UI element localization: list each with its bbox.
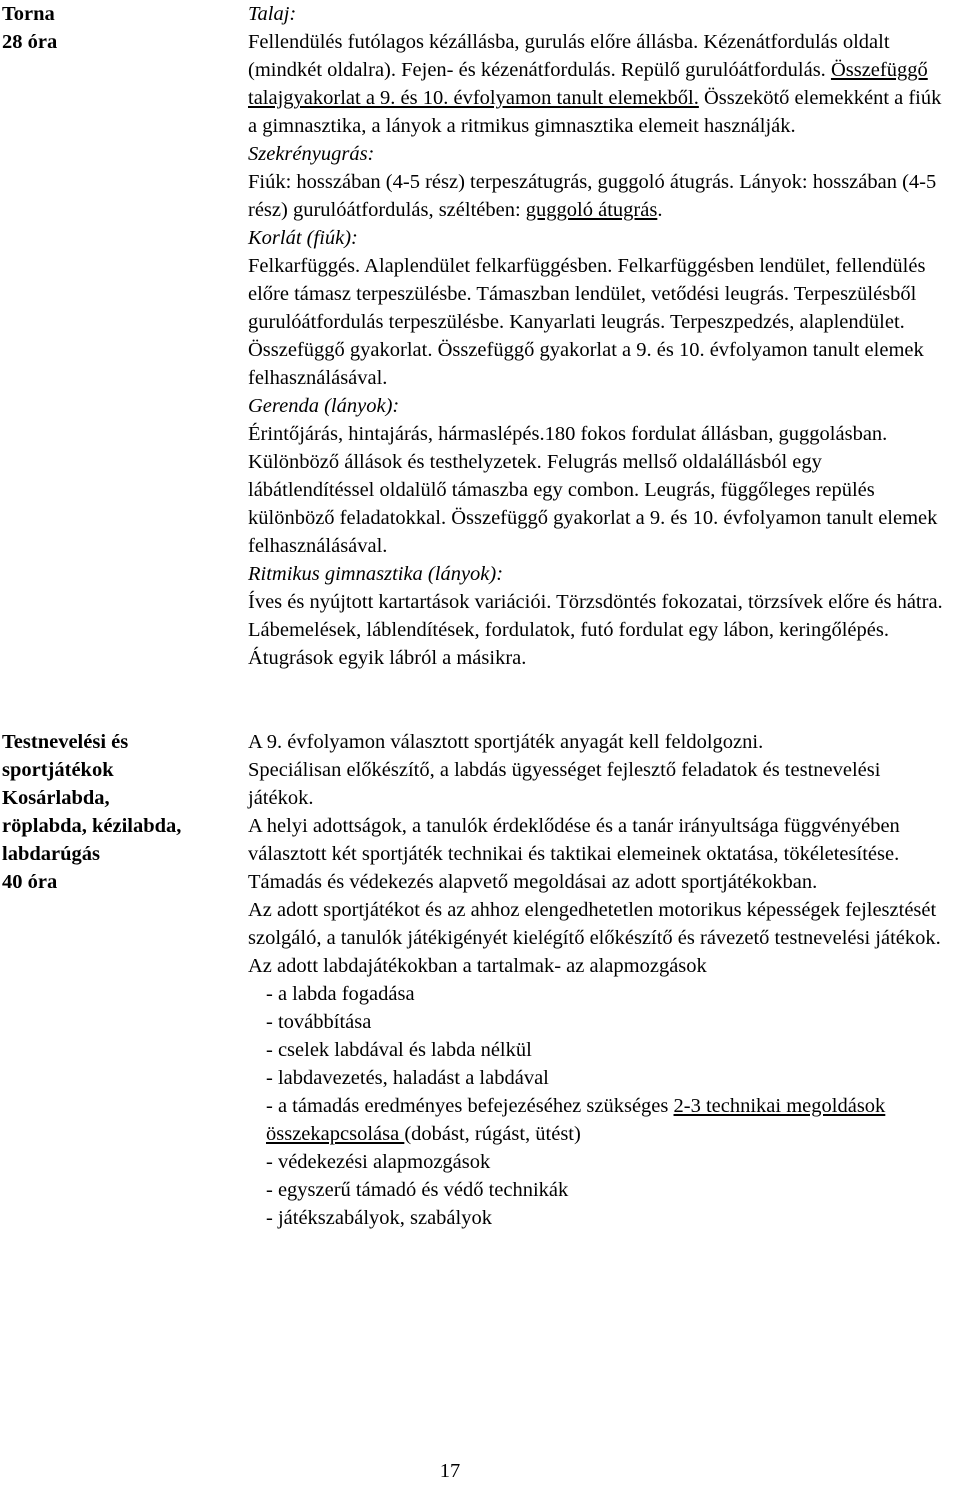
topic-block bbox=[248, 392, 948, 560]
page-number: 17 bbox=[439, 1460, 461, 1482]
topic-text bbox=[248, 252, 948, 392]
label-line: labdarúgás bbox=[2, 843, 100, 865]
text-segment: Fellendülés futólagos kézállásba, gurulás előre állásba. Kézenátfordulás oldalt (mindkét oldalra). Fejen- és kézenátfordulás. Repülő gurulóátfordulás. bbox=[248, 31, 890, 81]
text-segment: - cselek labdával és labda nélkül bbox=[266, 1039, 532, 1061]
topic-text bbox=[248, 168, 948, 224]
label-line: 28 óra bbox=[2, 31, 58, 53]
underlined-text: Összefüggő talajgyakorlat a 9. és 10. évfolyamon tanult elemekből. bbox=[248, 59, 928, 109]
list-item bbox=[266, 1204, 948, 1232]
section-content bbox=[248, 0, 948, 672]
topic-heading: Gerenda (lányok): bbox=[248, 395, 400, 417]
topic-block bbox=[248, 560, 948, 672]
label-line: Torna bbox=[2, 3, 55, 25]
underlined-text: guggoló átugrás bbox=[525, 199, 658, 221]
list-item bbox=[266, 980, 948, 1008]
paragraph: Az adott sportjátékot és az ahhoz elengedhetetlen motorikus képességek fejlesztését szolgáló, a tanulók játékigényét kielégítő előkészítő és rávezető testnevelési játékok. bbox=[248, 899, 941, 949]
text-segment: - továbbítása bbox=[266, 1011, 372, 1033]
paragraph: Az adott labdajátékokban a tartalmak- az alapmozgások bbox=[248, 955, 707, 977]
paragraph: A helyi adottságok, a tanulók érdeklődése és a tanár irányultsága függvényében választott két sportjáték technikai és taktikai elemeinek oktatása, tökéletesítése. bbox=[248, 815, 900, 865]
text-segment: Íves és nyújtott kartartások variációi. Törzsdöntés fokozatai, törzsívek előre és hátra. Lábemelések, láblendítések, fordulatok, futó fordulat egy lábon, keringőlépés. Átugrások egyik lábról a másikra. bbox=[248, 591, 943, 669]
topic-heading: Ritmikus gimnasztika (lányok): bbox=[248, 563, 504, 585]
text-segment: - védekezési alapmozgások bbox=[266, 1151, 491, 1173]
topic-text bbox=[248, 420, 948, 560]
topic-text bbox=[248, 28, 948, 140]
section-content bbox=[248, 728, 948, 1232]
list-item bbox=[266, 1092, 948, 1148]
label-line: Testnevelési és bbox=[2, 731, 129, 753]
text-segment: Összekötő elemekként a fiúk a gimnasztika, a lányok a ritmikus gimnasztika elemeit használják. bbox=[248, 87, 942, 137]
section-label bbox=[2, 0, 227, 56]
topic-block bbox=[248, 140, 948, 224]
underlined-text: 2-3 technikai megoldások összekapcsolása bbox=[266, 1095, 886, 1145]
bullet-list bbox=[248, 980, 948, 1232]
section-label bbox=[2, 728, 227, 896]
text-segment: Érintőjárás, hintajárás, hármaslépés.180 fokos fordulat állásban, guggolásban. Különböző állások és testhelyzetek. Felugrás mellső oldalállásból egy lábátlendítéssel oldalülő támaszba egy combon. Leugrás, függőleges repülés különböző feladatokkal. Összefüggő gyakorlat a 9. és 10. évfolyamon tanult elemek felhasználásával. bbox=[248, 423, 938, 557]
topic-heading: Szekrényugrás: bbox=[248, 143, 375, 165]
text-segment: (dobást, rúgást, ütést) bbox=[404, 1123, 581, 1145]
label-line: sportjátékok bbox=[2, 759, 114, 781]
paragraph: A 9. évfolyamon választott sportjáték anyagát kell feldolgozni. bbox=[248, 731, 764, 753]
topic-heading: Talaj: bbox=[248, 3, 297, 25]
list-item bbox=[266, 1064, 948, 1092]
paragraph: Támadás és védekezés alapvető megoldásai az adott sportjátékokban. bbox=[248, 871, 818, 893]
text-segment: - labdavezetés, haladást a labdával bbox=[266, 1067, 549, 1089]
text-segment: Fiúk: hosszában (4-5 rész) terpeszátugrás, guggoló átugrás. Lányok: hosszában (4-5 rész) gurulóátfordulás, széltében: bbox=[248, 171, 937, 221]
text-segment: Felkarfüggés. Alaplendület felkarfüggésben. Felkarfüggésben lendület, fellendülés előre támasz terpeszülésbe. Támaszban lendület, vetődési leugrás. Terpeszülésből gurulóátfordulás terpeszülésbe. Kanyarlati leugrás. Terpeszpedzés, alaplendület. Összefüggő gyakorlat. Összefüggő gyakorlat a 9. és 10. évfolyamon tanult elemek felhasználásával. bbox=[248, 255, 926, 389]
label-line: 40 óra bbox=[2, 871, 58, 893]
text-segment: - a támadás eredményes befejezéséhez szükséges bbox=[266, 1095, 674, 1117]
list-item bbox=[266, 1148, 948, 1176]
paragraph: Speciálisan előkészítő, a labdás ügyességet fejlesztő feladatok és testnevelési játékok. bbox=[248, 759, 881, 809]
label-line: röplabda, kézilabda, bbox=[2, 815, 182, 837]
text-segment: - játékszabályok, szabályok bbox=[266, 1207, 492, 1229]
text-segment: . bbox=[657, 199, 663, 221]
text-segment: - egyszerű támadó és védő technikák bbox=[266, 1179, 569, 1201]
topic-block bbox=[248, 0, 948, 140]
text-segment: - a labda fogadása bbox=[266, 983, 415, 1005]
list-item bbox=[266, 1036, 948, 1064]
topic-text bbox=[248, 588, 948, 672]
topic-heading: Korlát (fiúk): bbox=[248, 227, 358, 249]
list-item bbox=[266, 1008, 948, 1036]
label-line: Kosárlabda, bbox=[2, 787, 110, 809]
topic-block bbox=[248, 224, 948, 392]
list-item bbox=[266, 1176, 948, 1204]
